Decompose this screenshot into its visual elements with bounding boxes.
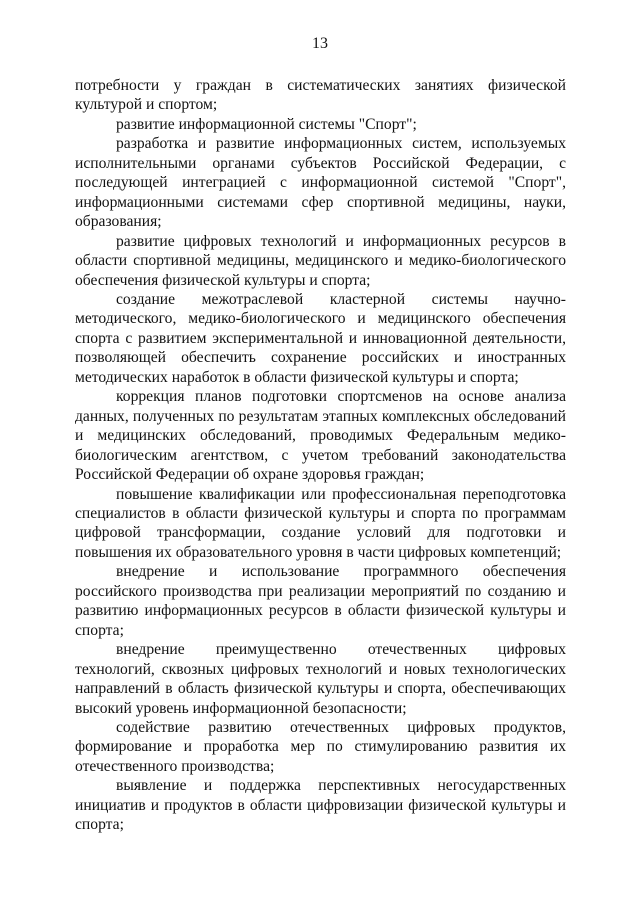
paragraph: разработка и развитие информационных систем, используемых исполнительными органами субъектов Российской Федерации, с последующей интеграцией с информационной системой "Спорт", информационными системами сфер спортивной медицины, науки, образования; [75, 135, 566, 231]
paragraph: содействие развитию отечественных цифровых продуктов, формирование и проработка мер по стимулированию развития их отечественного производства; [75, 718, 566, 775]
paragraph-continued: потребности у граждан в систематических занятиях физической культурой и спортом; [75, 77, 566, 114]
paragraph: развитие информационной системы "Спорт"; [116, 115, 417, 133]
paragraph: внедрение преимущественно отечественных цифровых технологий, сквозных цифровых технологий и новых технологических направлений в область физической культуры и спорта, обеспечивающих высокий уровень информационной безопасности; [75, 641, 566, 717]
paragraph: внедрение и использование программного обеспечения российского производства при реализации мероприятий по созданию и развитию информационных ресурсов в области физической культуры и спорта; [75, 563, 566, 639]
paragraph: создание межотраслевой кластерной системы научно-методического, медико-биологического и медицинского обеспечения спорта с развитием экспериментальной и инновационной деятельности, позволяющей обеспечить сохранение российских и иностранных методических наработок в области физической культуры и спорта; [75, 290, 566, 386]
paragraph: развитие цифровых технологий и информационных ресурсов в области спортивной медицины, медицинского и медико-биологического обеспечения физической культуры и спорта; [75, 232, 566, 289]
document-body [75, 76, 566, 835]
paragraph: выявление и поддержка перспективных негосударственных инициатив и продуктов в области цифровизации физической культуры и спорта; [75, 777, 566, 834]
page-number: 13 [312, 35, 328, 52]
paragraph: повышение квалификации или профессиональная переподготовка специалистов в области физической культуры и спорта по программам цифровой трансформации, создание условий для подготовки и повышения их образовательного уровня в части цифровых компетенций; [75, 485, 566, 561]
paragraph: коррекция планов подготовки спортсменов на основе анализа данных, полученных по результатам этапных комплексных обследований и медицинских обследований, проводимых Федеральным медико-биологическим агентством, с учетом требований законодательства Российской Федерации об охране здоровья граждан; [75, 388, 566, 484]
